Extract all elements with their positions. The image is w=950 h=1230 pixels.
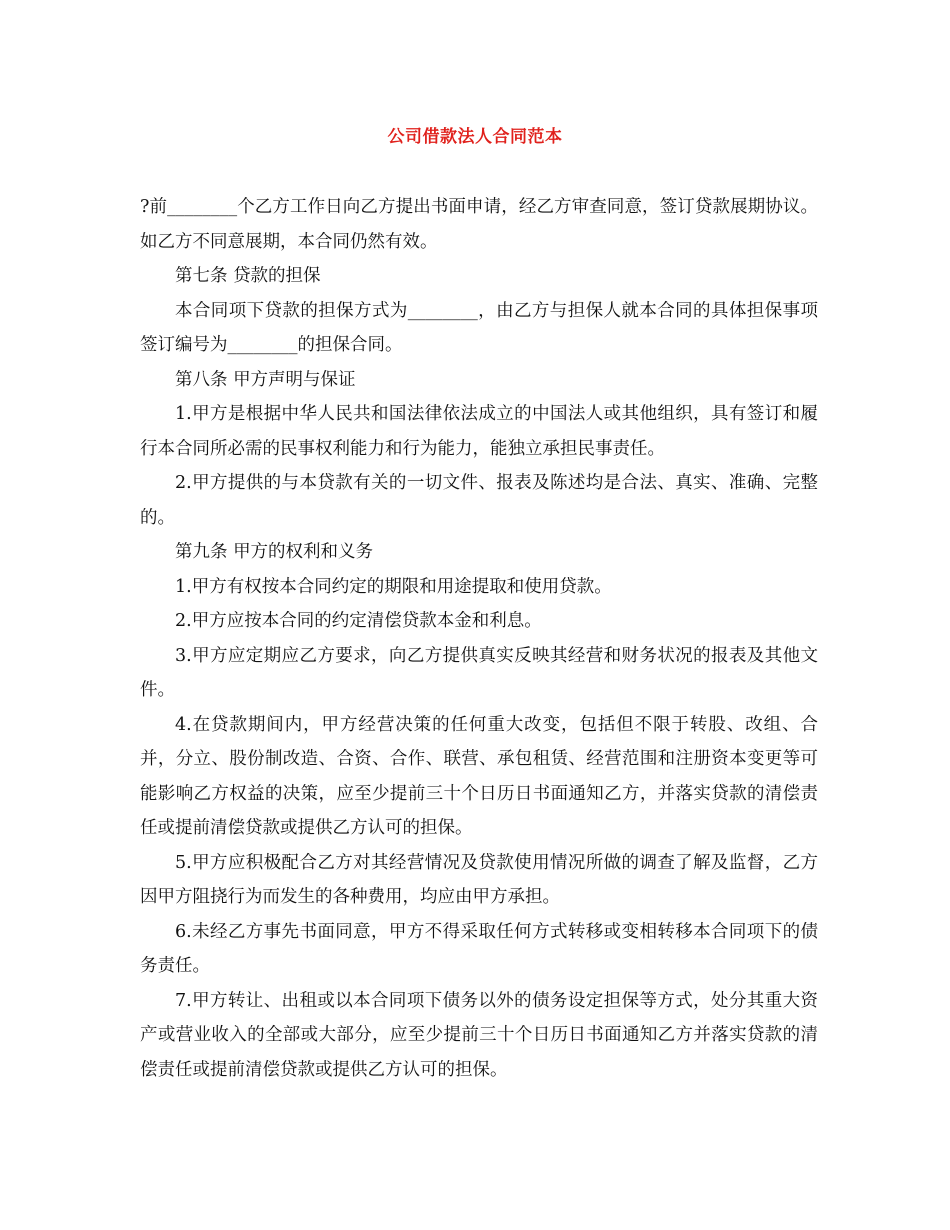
paragraph: 7.甲方转让、出租或以本合同项下债务以外的债务设定担保等方式，处分其重大资产或营业收入的全部或大部分，应至少提前三十个日历日书面通知乙方并落实贷款的清偿责任或提前清偿贷款或提供乙方认可的担保。	[140, 990, 818, 1080]
paragraph: 3.甲方应定期应乙方要求，向乙方提供真实反映其经营和财务状况的报表及其他文件。	[140, 645, 818, 700]
paragraph-continuation: ?前________个乙方工作日向乙方提出书面申请，经乙方审查同意，签订贷款展期协议。如乙方不同意展期，本合同仍然有效。	[140, 197, 818, 252]
paragraph: 4.在贷款期间内，甲方经营决策的任何重大改变，包括但不限于转股、改组、合并，分立、股份制改造、合资、合作、联营、承包租赁、经营范围和注册资本变更等可能影响乙方权益的决策，应至少提前三十个日历日书面通知乙方，并落实贷款的清偿责任或提前清偿贷款或提供乙方认可的担保。	[140, 714, 818, 838]
paragraph: 6.未经乙方事先书面同意，甲方不得采取任何方式转移或变相转移本合同项下的债务责任。	[140, 921, 818, 976]
article-9-heading: 第九条 甲方的权利和义务	[175, 542, 374, 562]
paragraph: 1.甲方是根据中华人民共和国法律依法成立的中国法人或其他组织，具有签订和履行本合同所必需的民事权利能力和行为能力，能独立承担民事责任。	[140, 404, 818, 459]
article-7-heading: 第七条 贷款的担保	[175, 266, 321, 286]
document-body	[140, 190, 818, 1087]
paragraph: 1.甲方有权按本合同约定的期限和用途提取和使用贷款。	[175, 576, 612, 597]
paragraph: 2.甲方提供的与本贷款有关的一切文件、报表及陈述均是合法、真实、准确、完整的。	[140, 473, 818, 528]
article-8-heading: 第八条 甲方声明与保证	[175, 369, 356, 390]
paragraph: 2.甲方应按本合同的约定清偿贷款本金和利息。	[175, 611, 542, 631]
paragraph: 本合同项下贷款的担保方式为________，由乙方与担保人就本合同的具体担保事项签订编号为________的担保合同。	[140, 300, 818, 355]
paragraph: 5.甲方应积极配合乙方对其经营情况及贷款使用情况所做的调查了解及监督，乙方因甲方阻挠行为而发生的各种费用，均应由甲方承担。	[140, 852, 818, 907]
document-title: 公司借款法人合同范本	[387, 127, 563, 147]
